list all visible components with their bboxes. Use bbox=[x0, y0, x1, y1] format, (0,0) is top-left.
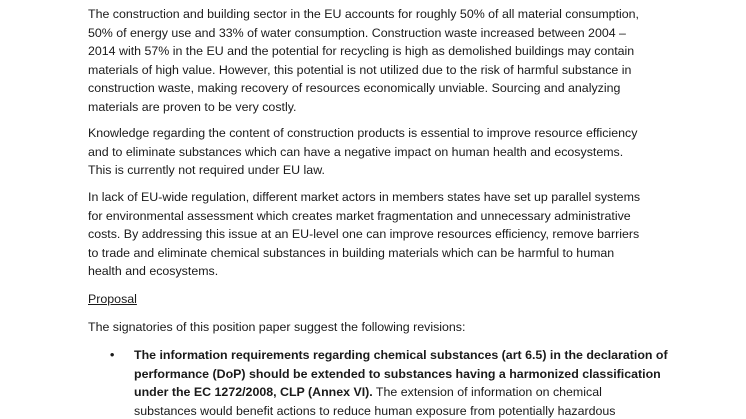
text-line: Knowledge regarding the content of construction products is essential to improve resource efficiency bbox=[88, 126, 638, 140]
text-line: substances would benefit actions to reduce human exposure from potentially hazardous bbox=[134, 403, 616, 418]
proposal-heading: Proposal bbox=[88, 292, 137, 306]
paragraph-intro-construction-sector bbox=[88, 5, 668, 116]
text-line: health and ecosystems. bbox=[88, 264, 219, 278]
text-line: 2014 with 57% in the EU and the potential for recycling is high as demolished buildings may contain bbox=[88, 44, 635, 58]
text-line: and to eliminate substances which can have a negative impact on human health and ecosystems. bbox=[88, 144, 624, 159]
text-line: for environmental assessment which creates market fragmentation and unnecessary administrative bbox=[88, 208, 631, 223]
paragraph-knowledge-content bbox=[88, 124, 668, 180]
regular-text: The extension of information on chemical bbox=[372, 385, 602, 399]
text-line: materials are proven to be very costly. bbox=[88, 99, 297, 114]
text-line: The information requirements regarding chemical substances (art 6.5) in the declaration of bbox=[134, 348, 668, 362]
text-line: 50% of energy use and 33% of water consumption. Construction waste increased between 2004 – bbox=[88, 25, 626, 40]
revision-list bbox=[110, 346, 670, 419]
text-line: costs. By addressing this issue at an EU-level one can improve resources efficiency, remove barriers bbox=[88, 227, 640, 241]
emphasis-text: under the EC 1272/2008, CLP (Annex VI). bbox=[134, 385, 373, 399]
proposal-intro: The signatories of this position paper suggest the following revisions: bbox=[88, 320, 466, 334]
text-line bbox=[134, 383, 670, 402]
text-line: The construction and building sector in the EU accounts for roughly 50% of all material consumption, bbox=[88, 7, 639, 21]
bullet-icon: • bbox=[110, 348, 115, 362]
text-line: This is currently not required under EU law. bbox=[88, 163, 325, 177]
text-line: to trade and eliminate chemical substances in building materials which can be harmful to human bbox=[88, 245, 615, 260]
text-line: construction waste, making recovery of resources economically unviable. Sourcing and analyzing bbox=[88, 81, 621, 95]
paragraph-eu-regulation bbox=[88, 188, 668, 281]
text-line: In lack of EU-wide regulation, different market actors in members states have set up parallel systems bbox=[88, 190, 641, 204]
list-item bbox=[110, 346, 670, 419]
text-line: materials of high value. However, this potential is not utilized due to the risk of harmful substance in bbox=[88, 62, 632, 77]
text-line: performance (DoP) should be extended to substances having a harmonized classification bbox=[134, 366, 661, 381]
